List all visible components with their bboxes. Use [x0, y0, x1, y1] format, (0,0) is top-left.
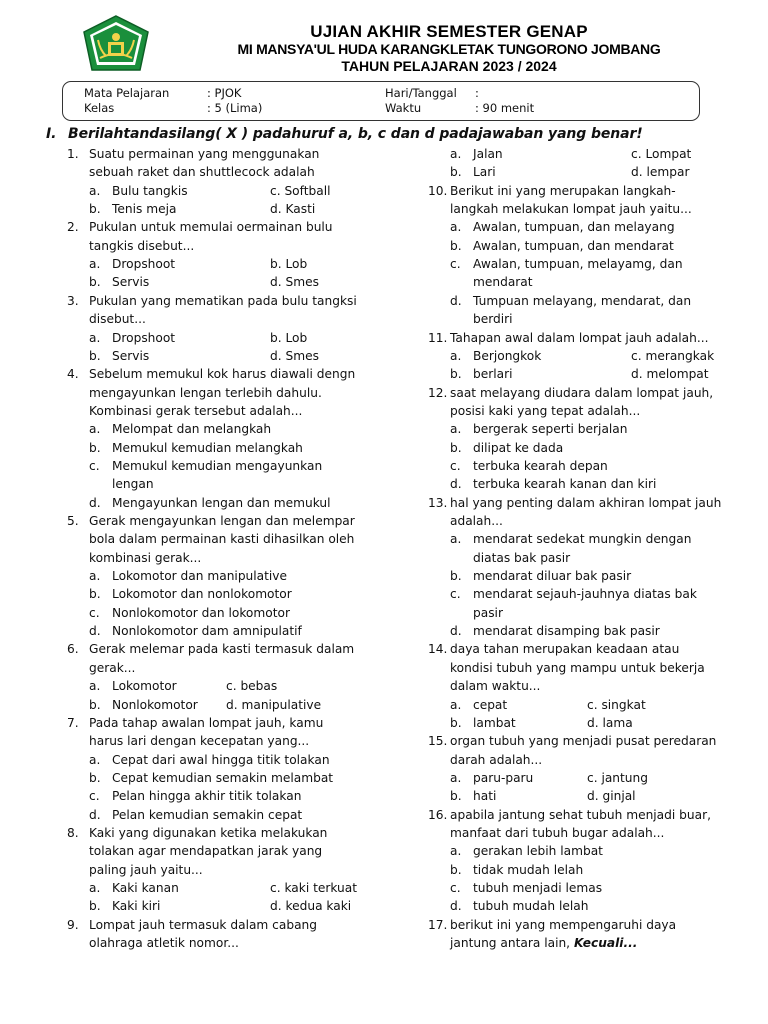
question-text: Sebelum memukul kok harus diawali dengn — [89, 367, 356, 381]
instruction-text: Berilahtandasilang( X ) padahuruf a, b, c dan d padajawaban yang benar! — [68, 126, 643, 142]
option-text: d. Kasti — [270, 202, 316, 216]
option-text: Pelan kemudian semakin cepat — [112, 808, 303, 822]
section-number: I. — [46, 126, 57, 142]
question-number: 2. — [67, 220, 79, 234]
option-text: Kaki kanan — [112, 881, 179, 895]
mapel-value: : PJOK — [207, 86, 242, 100]
option-letter: a. — [450, 147, 462, 161]
question-text: disebut... — [89, 312, 146, 326]
option-letter: a. — [89, 422, 101, 436]
option-letter: b. — [89, 275, 101, 289]
option-text: d. Smes — [270, 349, 319, 363]
question-text: Lompat jauh termasuk dalam cabang — [89, 918, 317, 932]
option-text: bergerak seperti berjalan — [473, 422, 628, 436]
option-letter: a. — [89, 257, 101, 271]
academic-year: TAHUN PELAJARAN 2023 / 2024 — [341, 58, 557, 74]
option-text: Awalan, tumpuan, melayamg, dan — [473, 257, 683, 271]
question-number: 1. — [67, 147, 79, 161]
question-number: 10. — [428, 184, 448, 198]
option-text: Nonlokomotor — [112, 698, 198, 712]
option-text: Memukul kemudian melangkah — [112, 441, 303, 455]
question-number: 6. — [67, 642, 79, 656]
question-text: dalam waktu... — [450, 679, 541, 693]
question-text: Pada tahap awalan lompat jauh, kamu — [89, 716, 324, 730]
question-number: 16. — [428, 808, 448, 822]
question-text: saat melayang diudara dalam lompat jauh, — [450, 386, 714, 400]
option-text: c. jantung — [587, 771, 648, 785]
option-text: Tenis meja — [112, 202, 177, 216]
option-letter: b. — [450, 569, 462, 583]
question-number: 8. — [67, 826, 79, 840]
question-number: 5. — [67, 514, 79, 528]
option-text: Jalan — [473, 147, 503, 161]
option-letter: d. — [450, 477, 462, 491]
option-text: d. melompat — [631, 367, 709, 381]
question-text: adalah... — [450, 514, 503, 528]
option-text: Lari — [473, 165, 496, 179]
option-letter: a. — [450, 771, 462, 785]
option-letter: b. — [89, 698, 101, 712]
question-text: organ tubuh yang menjadi pusat peredaran — [450, 734, 717, 748]
option-text: Dropshoot — [112, 331, 176, 345]
exam-title: UJIAN AKHIR SEMESTER GENAP — [310, 22, 588, 41]
option-letter: d. — [89, 808, 101, 822]
option-text: c. merangkak — [631, 349, 715, 363]
option-letter: c. — [450, 881, 461, 895]
waktu-value: : 90 menit — [475, 101, 535, 115]
option-text: Lokomotor dan nonlokomotor — [112, 587, 292, 601]
option-letter: c. — [89, 606, 100, 620]
question-text: hal yang penting dalam akhiran lompat jauh — [450, 496, 722, 510]
option-letter: a. — [89, 331, 101, 345]
option-text: tubuh menjadi lemas — [473, 881, 603, 895]
question-text: tangkis disebut... — [89, 239, 195, 253]
question-number: 7. — [67, 716, 79, 730]
option-letter: a. — [450, 698, 462, 712]
question-text: Tahapan awal dalam lompat jauh adalah... — [450, 331, 709, 345]
question-text: Gerak mengayunkan lengan dan melempar — [89, 514, 355, 528]
option-continuation: mendarat — [473, 275, 533, 289]
question-text: darah adalah... — [450, 753, 543, 767]
question-text: kombinasi gerak... — [89, 551, 202, 565]
option-text: c. singkat — [587, 698, 646, 712]
option-text: Dropshoot — [112, 257, 176, 271]
option-text: tidak mudah lelah — [473, 863, 584, 877]
question-text: langkah melakukan lompat jauh yaitu... — [450, 202, 692, 216]
question-number: 17. — [428, 918, 448, 932]
option-text: mendarat disamping bak pasir — [473, 624, 660, 638]
question-number: 14. — [428, 642, 448, 656]
question-number: 12. — [428, 386, 448, 400]
question-text: mengayunkan lengan terlebih dahulu. — [89, 386, 322, 400]
option-letter: d. — [450, 899, 462, 913]
option-letter: d. — [89, 624, 101, 638]
option-continuation: diatas bak pasir — [473, 551, 571, 565]
hari-value: : — [475, 86, 479, 100]
option-text: d. ginjal — [587, 789, 636, 803]
option-letter: a. — [89, 569, 101, 583]
option-letter: c. — [450, 587, 461, 601]
question-text: daya tahan merupakan keadaan atau — [450, 642, 680, 656]
option-text: tubuh mudah lelah — [473, 899, 589, 913]
question-number: 15. — [428, 734, 448, 748]
question-number: 3. — [67, 294, 79, 308]
option-letter: b. — [450, 863, 462, 877]
option-letter: a. — [450, 422, 462, 436]
option-text: Nonlokomotor dam amnipulatif — [112, 624, 302, 638]
option-letter: b. — [89, 441, 101, 455]
option-text: Tumpuan melayang, mendarat, dan — [473, 294, 692, 308]
option-text: Melompat dan melangkah — [112, 422, 272, 436]
question-text: berikut ini yang mempengaruhi daya — [450, 918, 677, 932]
option-letter: b. — [89, 202, 101, 216]
option-continuation: pasir — [473, 606, 503, 620]
question-text: jantung antara lain, Kecuali... — [450, 936, 638, 950]
option-text: b. Lob — [270, 257, 308, 271]
option-continuation: berdiri — [473, 312, 513, 326]
question-number: 13. — [428, 496, 448, 510]
option-text: b. Lob — [270, 331, 308, 345]
option-text: c. Softball — [270, 184, 331, 198]
option-letter: b. — [89, 899, 101, 913]
option-letter: a. — [89, 184, 101, 198]
option-text: d. kedua kaki — [270, 899, 352, 913]
option-text: Berjongkok — [473, 349, 542, 363]
option-text: paru-paru — [473, 771, 534, 785]
question-text: manfaat dari tubuh bugar adalah... — [450, 826, 665, 840]
option-text: Nonlokomotor dan lokomotor — [112, 606, 290, 620]
option-letter: b. — [450, 165, 462, 179]
option-letter: b. — [89, 771, 101, 785]
option-text: Pelan hingga akhir titik tolakan — [112, 789, 302, 803]
question-text: olahraga atletik nomor... — [89, 936, 239, 950]
kelas-label: Kelas — [84, 101, 115, 115]
option-text: c. bebas — [226, 679, 278, 693]
hari-label: Hari/Tanggal — [385, 86, 457, 100]
waktu-label: Waktu — [385, 101, 422, 115]
question-number: 4. — [67, 367, 79, 381]
option-letter: b. — [450, 441, 462, 455]
option-text: Servis — [112, 349, 150, 363]
school-name: MI MANSYA'UL HUDA KARANGKLETAK TUNGORONO JOMBANG — [237, 41, 661, 57]
question-text: kondisi tubuh yang mampu untuk bekerja — [450, 661, 705, 675]
question-text: apabila jantung sehat tubuh menjadi buar, — [450, 808, 711, 822]
option-letter: d. — [450, 624, 462, 638]
option-text: gerakan lebih lambat — [473, 844, 603, 858]
option-text: Kaki kiri — [112, 899, 161, 913]
option-letter: c. — [89, 459, 100, 473]
question-text: bola dalam permainan kasti dihasilkan oleh — [89, 532, 355, 546]
option-text: mendarat sedekat mungkin dengan — [473, 532, 692, 546]
option-letter: d. — [450, 294, 462, 308]
option-text: d. Smes — [270, 275, 319, 289]
option-letter: c. — [89, 789, 100, 803]
option-letter: a. — [450, 532, 462, 546]
question-number: 9. — [67, 918, 79, 932]
option-text: c. Lompat — [631, 147, 692, 161]
option-text: lambat — [473, 716, 516, 730]
option-text: terbuka kearah kanan dan kiri — [473, 477, 657, 491]
option-text: mendarat diluar bak pasir — [473, 569, 632, 583]
option-letter: a. — [89, 753, 101, 767]
question-text: Pukulan yang mematikan pada bulu tangksi — [89, 294, 357, 308]
emphasis-text: Kecuali... — [573, 936, 638, 950]
question-text: gerak... — [89, 661, 136, 675]
question-text: harus lari dengan kecepatan yang... — [89, 734, 310, 748]
option-continuation: lengan — [112, 477, 154, 491]
question-text: Berikut ini yang merupakan langkah- — [450, 184, 676, 198]
question-text: Pukulan untuk memulai oermainan bulu — [89, 220, 333, 234]
question-text: paling jauh yaitu... — [89, 863, 203, 877]
option-text: Cepat dari awal hingga titik tolakan — [112, 753, 330, 767]
option-text: Awalan, tumpuan, dan melayang — [473, 220, 675, 234]
option-letter: b. — [450, 367, 462, 381]
question-text: Kaki yang digunakan ketika melakukan — [89, 826, 328, 840]
option-text: d. manipulative — [226, 698, 322, 712]
option-letter: a. — [450, 349, 462, 363]
option-letter: d. — [89, 496, 101, 510]
option-text: Bulu tangkis — [112, 184, 188, 198]
option-letter: b. — [450, 239, 462, 253]
option-text: Lokomotor dan manipulative — [112, 569, 288, 583]
option-text: Awalan, tumpuan, dan mendarat — [473, 239, 674, 253]
option-letter: a. — [89, 881, 101, 895]
option-letter: a. — [450, 844, 462, 858]
option-letter: c. — [450, 459, 461, 473]
option-letter: b. — [89, 349, 101, 363]
option-letter: a. — [450, 220, 462, 234]
option-letter: b. — [450, 716, 462, 730]
option-text: berlari — [473, 367, 513, 381]
question-text: Kombinasi gerak tersebut adalah... — [89, 404, 303, 418]
question-text: Suatu permainan yang menggunakan — [89, 147, 320, 161]
option-letter: b. — [89, 587, 101, 601]
question-text: Gerak melemar pada kasti termasuk dalam — [89, 642, 355, 656]
question-text: sebuah raket dan shuttlecock adalah — [89, 165, 315, 179]
option-text: mendarat sejauh-jauhnya diatas bak — [473, 587, 697, 601]
option-text: Cepat kemudian semakin melambat — [112, 771, 334, 785]
question-text: posisi kaki yang tepat adalah... — [450, 404, 641, 418]
option-text: Servis — [112, 275, 150, 289]
option-text: c. kaki terkuat — [270, 881, 358, 895]
option-text: cepat — [473, 698, 508, 712]
option-text: Lokomotor — [112, 679, 177, 693]
option-text: d. lama — [587, 716, 633, 730]
option-text: dilipat ke dada — [473, 441, 564, 455]
option-text: Memukul kemudian mengayunkan — [112, 459, 323, 473]
option-text: hati — [473, 789, 497, 803]
kelas-value: : 5 (Lima) — [207, 101, 263, 115]
question-text: tolakan agar mendapatkan jarak yang — [89, 844, 323, 858]
option-letter: c. — [450, 257, 461, 271]
question-number: 11. — [428, 331, 448, 345]
option-letter: b. — [450, 789, 462, 803]
option-text: terbuka kearah depan — [473, 459, 608, 473]
option-text: d. lempar — [631, 165, 690, 179]
option-text: Mengayunkan lengan dan memukul — [112, 496, 331, 510]
mapel-label: Mata Pelajaran — [84, 86, 170, 100]
option-letter: a. — [89, 679, 101, 693]
